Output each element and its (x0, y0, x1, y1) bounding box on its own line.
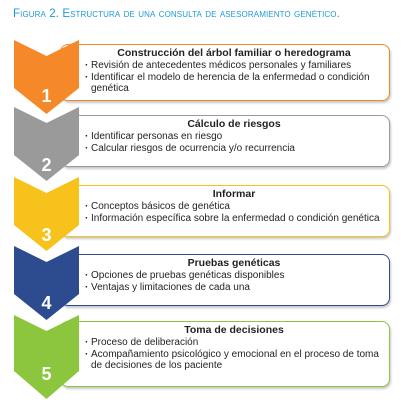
step-number: 1 (41, 86, 52, 106)
figure-title (13, 7, 403, 22)
list-item: · Información específica sobre la enfermedad o condición genética (85, 213, 383, 225)
list-item: · Proceso de deliberación (85, 337, 383, 349)
list-item: · Conceptos básicos de genética (85, 201, 383, 213)
list-item: · Opciones de pruebas genéticas disponibles (85, 270, 383, 282)
step-items (85, 60, 383, 95)
list-item: · Identificar el modelo de herencia de la enfermedad o condición genética (85, 72, 383, 95)
step-items (85, 270, 383, 293)
step-heading: Cálculo de riesgos (187, 118, 281, 130)
step-card-5 (60, 321, 390, 387)
list-item: · Identificar personas en riesgo (85, 131, 383, 143)
step-items (85, 201, 383, 224)
step-number: 4 (41, 293, 52, 313)
step-card-3 (60, 185, 390, 237)
step-number: 2 (41, 155, 52, 175)
step-items (85, 131, 383, 154)
step-heading: Pruebas genéticas (187, 257, 281, 269)
step-number: 3 (41, 225, 52, 245)
step-card-1 (60, 44, 390, 101)
step-number: 5 (41, 364, 52, 384)
step-card-2 (60, 115, 390, 167)
list-item: · Acompañamiento psicológico y emocional en el proceso de toma de decisiones de los paciente (85, 349, 383, 372)
step-heading: Toma de decisiones (184, 324, 284, 336)
step-chevron-5 (14, 315, 79, 399)
figure-label: Figura 2. (13, 8, 60, 20)
list-item: · Revisión de antecedentes médicos personales y familiares (85, 60, 383, 72)
step-items (85, 337, 383, 372)
step-heading: Informar (212, 188, 256, 200)
figure-caption: Estructura de una consulta de asesoramiento genético. (62, 8, 340, 20)
step-heading: Construcción del árbol familiar o heredograma (117, 47, 351, 59)
step-card-4 (60, 254, 390, 306)
list-item: · Calcular riesgos de ocurrencia y/o recurrencia (85, 143, 383, 155)
list-item: · Ventajas y limitaciones de cada una (85, 282, 383, 294)
